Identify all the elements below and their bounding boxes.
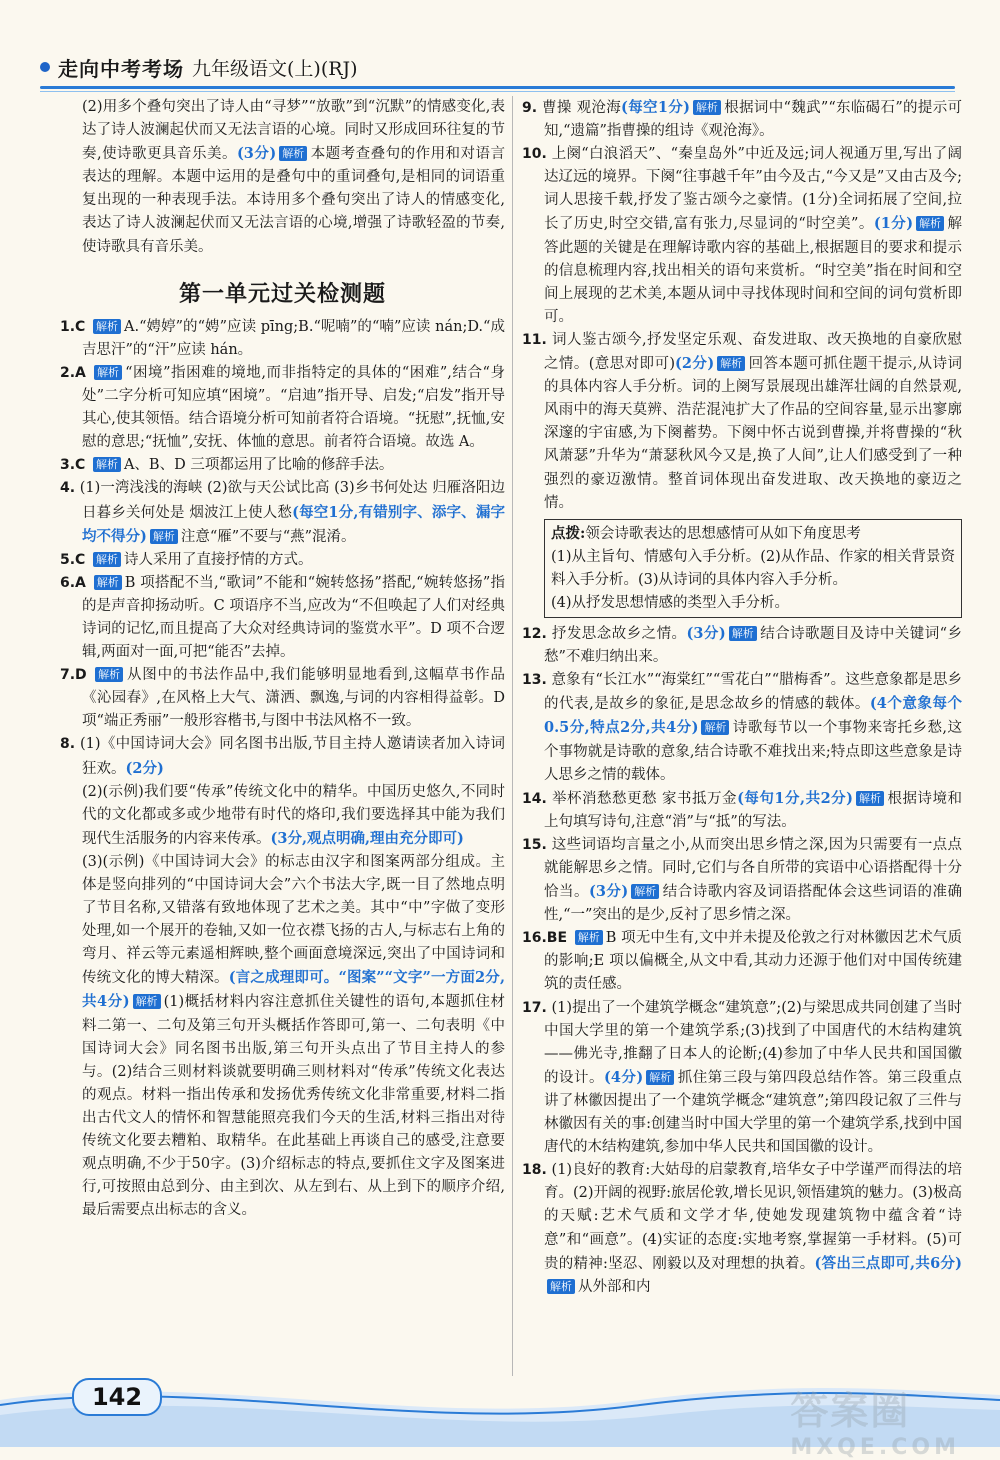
- subject-title: 九年级语文(上)(RJ): [192, 57, 358, 80]
- analysis-text: A、B、D 三项都运用了比喻的修辞手法。: [123, 457, 394, 474]
- analysis-badge: 解析: [94, 575, 122, 590]
- score-note: (3分): [686, 625, 726, 643]
- score-note: (每句1分,共2分): [737, 789, 854, 807]
- question-number: 17.: [522, 999, 547, 1016]
- question-item: [60, 733, 505, 780]
- analysis-text: 诗人采用了直接抒情的方式。: [123, 551, 313, 568]
- analysis-badge: 解析: [94, 365, 122, 380]
- analysis-text: 注意“雁”不要与“燕”混淆。: [180, 528, 356, 545]
- question-number: 4.: [60, 480, 76, 497]
- analysis-text: B 项无中生有,文中并未提及伦敦之行对林徽因艺术气质的影响;E 项以偏概全,从文中看,其动力还源于他们对中国传统建筑的责任感。: [544, 930, 963, 993]
- question-item: [522, 927, 962, 996]
- question-item: [60, 477, 505, 548]
- watermark-title: 答案圈: [790, 1389, 911, 1433]
- question-item: [60, 96, 505, 259]
- analysis-text: 结合诗歌题目及诗中关键词“乡愁”不难归纳出来。: [544, 626, 963, 666]
- question-item: [60, 781, 505, 851]
- question-number: 11.: [522, 331, 547, 348]
- analysis-badge: 解析: [631, 884, 659, 899]
- question-number: 15.: [522, 836, 547, 853]
- question-number: 3.C: [60, 457, 86, 474]
- tip-box: [544, 519, 962, 618]
- analysis-badge: 解析: [717, 356, 745, 371]
- answer-text: (1)良好的教育:大姑母的启蒙教育,培华女子中学谨严而得法的培育。(2)开阔的视野:旅居伦敦,增长见识,领悟建筑的魅力。(3)极高的天赋:艺术气质和文学才华,使她发现建筑物中蕴含着“诗意”和“画意”。(4)实证的态度:实地考察,掌握第一手材料。(5)可贵的精神:坚忍、刚毅以及对理想的执着。: [544, 1162, 962, 1272]
- question-item: [60, 572, 505, 664]
- question-number: 1.C: [60, 318, 86, 335]
- watermark-site: MXQE.COM: [790, 1435, 960, 1460]
- question-item: [522, 997, 962, 1160]
- analysis-badge: 解析: [856, 791, 884, 806]
- analysis-badge: 解析: [93, 457, 121, 472]
- tip-label: 点拨:: [551, 524, 586, 542]
- question-item: [522, 1159, 962, 1299]
- answer-text: 意象有“长江水”“海棠红”“雪花白”“腊梅香”。这些意象都是思乡的代表,是故乡的象征,是思念故乡的情感的载体。: [544, 672, 963, 713]
- question-item: [60, 549, 505, 572]
- question-item: [60, 316, 505, 362]
- score-note: (2分): [675, 355, 715, 373]
- answer-text: (1)一湾浅浅的海峡 (2)欲与天公试比高 (3)乡书何处达 归雁洛阳边 日暮乡关何处是 烟波江上使人愁: [79, 480, 505, 521]
- analysis-text: B 项搭配不当,“歌词”不能和“婉转悠扬”搭配,“婉转悠扬”指的是声音抑扬动听。C 项语序不当,应改为“不但唤起了人们对经典诗词的记忆,而且提高了大众对经典诗词的鉴赏水平”。D 项不合逻辑,两面对一面,可把“能否”去掉。: [82, 574, 506, 661]
- answer-text: 曹操 观沧海: [542, 100, 622, 116]
- left-column: [60, 96, 505, 1222]
- analysis-text: 根据诗境和上句填写诗句,注意“消”与“抵”的写法。: [544, 790, 963, 830]
- analysis-badge: 解析: [575, 930, 603, 945]
- answer-text: (1)《中国诗词大会》同名图书出版,节目主持人邀请读者加入诗词狂欢。: [79, 736, 506, 777]
- question-number: 5.C: [60, 551, 86, 568]
- analysis-text: “困境”指困难的境地,而非指特定的具体的“困难”,结合“身处”二字分析可知应填“困境”。“启迪”指开导、启发;“启发”指开导其心,使其领悟。结合语境分析可知前者符合语境。“抚慰”,抚恤,安慰的意思;“抚恤”,安抚、体恤的意思。前者符合语境。故选 A。: [82, 364, 506, 451]
- question-number: 18.: [522, 1162, 547, 1179]
- analysis-text: 根据词中“魏武”“东临碣石”的提示可知,“遗篇”指曹操的组诗《观沧海》。: [544, 100, 963, 140]
- score-note: (1分): [873, 215, 914, 233]
- score-note: (答出三点即可,共6分): [814, 1254, 963, 1272]
- question-number: 8.: [60, 736, 76, 753]
- analysis-badge: 解析: [646, 1070, 674, 1085]
- column-divider: [512, 96, 513, 1376]
- series-title: 走向中考考场: [58, 56, 184, 81]
- answer-text: 这些词语均言量之小,从而突出思乡情之深,因为只需要有一点点就能解思乡之情。同时,它们与各自所带的宾语中心语搭配得十分恰当。: [544, 836, 963, 901]
- tip-line: (4)从抒发思想情感的类型入手分析。: [551, 594, 790, 611]
- analysis-text: 从图中的书法作品中,我们能够明显地看到,这幅草书作品《沁园春》,在风格上大气、潇洒、飘逸,与词的内容相得益彰。D 项“端正秀丽”一般形容楷书,与图中书法风格不一致。: [82, 667, 506, 730]
- score-note: (3分): [236, 145, 277, 163]
- analysis-badge: 解析: [916, 216, 944, 231]
- question-item: [522, 96, 962, 143]
- question-item: [60, 664, 505, 733]
- question-number: 6.A: [60, 574, 86, 591]
- section-title: 第一单元过关检测题: [178, 281, 386, 307]
- question-item: [522, 329, 962, 515]
- analysis-text: 解答此题的关键是在理解诗歌内容的基础上,根据题目的要求和提示的信息梳理内容,找出相关的语句来赏析。“时空美”指在时间和空间上展现的艺术美,本题从词中寻找体现时间和空间的词句赏析即可。: [544, 216, 963, 325]
- score-note: (4个意象每个0.5分,特点2分,共4分): [544, 695, 963, 737]
- question-item: [522, 669, 962, 786]
- page-number: 142: [72, 1378, 162, 1416]
- analysis-badge: 解析: [729, 626, 757, 641]
- score-note: (4分): [603, 1068, 644, 1086]
- analysis-text: 结合诗歌内容及词语搭配体会这些词语的准确性,“一”突出的是少,反衬了思乡情之深。: [544, 884, 963, 924]
- score-note: (3分): [588, 883, 629, 901]
- answer-text: (1)提出了一个建筑学概念“建筑意”;(2)与梁思成共同创建了当时中国大学里的第一个建筑学系;(3)找到了中国唐代的木结构建筑——佛光寺,推翻了日本人的论断;(4)参加了中华人民共和国国徽的设计。: [544, 999, 963, 1086]
- analysis-badge: 解析: [133, 994, 161, 1009]
- analysis-badge: 解析: [95, 667, 123, 682]
- right-column: [522, 96, 962, 1299]
- question-number: 13.: [522, 672, 547, 689]
- question-item: [522, 787, 962, 834]
- analysis-text: A.“娉婷”的“娉”应读 pīng;B.“呢喃”的“喃”应读 nán;D.“成吉思汗”的“汗”应读 hán。: [82, 318, 505, 358]
- analysis-text: 从外部和内: [578, 1278, 651, 1295]
- analysis-badge: 解析: [93, 319, 121, 334]
- analysis-text: 本题考查叠句的作用和对语言表达的理解。本题中运用的是叠句中的重词叠句,是相同的词语重复出现的一种表现手法。本诗用多个叠句突出了诗人的情感变化,表达了诗人波澜起伏而又无法言语的心境,增强了诗歌轻盈的节奏,使诗歌具有音乐美。: [82, 146, 506, 255]
- question-number: 14.: [522, 790, 547, 807]
- question-item: [60, 454, 505, 477]
- question-number: 2.A: [60, 364, 86, 381]
- header-dot-icon: [40, 62, 50, 72]
- analysis-badge: 解析: [93, 552, 121, 567]
- question-number: 16.BE: [522, 930, 568, 947]
- answer-text: 上阕“白浪滔天”、“秦皇岛外”中近及远;词人视通万里,写出了阔达辽远的境界。下阕“往事越千年”由今及古,“今又是”又由古及今;词人思接千载,抒发了鉴古颂今之豪情。(1分)全词拓展了空间,拉长了历史,时空交错,富有张力,尽显词的“时空美”。: [544, 146, 962, 233]
- analysis-text: 抓住第三段与第四段总结作答。第三段重点讲了林徽因提出了一个建筑学概念“建筑意”;第四段记叙了三件与林徽因有关的事:创建当时中国大学里的第一个建筑学系,找到中国唐代的木结构建筑,参加中华人民共和国国徽的设计。: [544, 1069, 963, 1156]
- question-item: [60, 362, 505, 454]
- question-number: 9.: [522, 100, 538, 116]
- page-header: [40, 52, 358, 82]
- header-rule: [40, 86, 955, 89]
- analysis-text: 回答本题可抓住题干提示,从诗词的具体内容人手分析。词的上阕写景展现出雄浑壮阔的自然景观,风雨中的海天莫辨、浩茫混沌扩大了作品的空间容量,显示出寥廓深邃的宇宙感,为下阕蓄势。下阕中怀古说到曹操,并将曹操的“秋风萧瑟”升华为“萧瑟秋风今又是,换了人间”,让人们感受到了一种强烈的豪迈激情。整首词体现出奋发进取、改天换地的豪迈之情。: [544, 356, 962, 511]
- answer-text: (2)(示例)我们要“传承”传统文化中的精华。中国历史悠久,不同时代的文化都或多或少地带有时代的烙印,我们要选择其中能为我们现代生活服务的内容来传承。: [82, 783, 505, 847]
- question-number: 7.D: [60, 667, 87, 684]
- question-item: [522, 143, 962, 329]
- question-number: 10.: [522, 146, 547, 163]
- question-item: [60, 851, 505, 1223]
- analysis-text: 诗歌每节以一个事物来寄托乡愁,这个事物就是诗歌的意象,结合诗歌不难找出来;特点即这些意象是诗人思乡之情的载体。: [544, 720, 962, 783]
- score-note: (每空1分): [621, 99, 690, 116]
- tip-line: (1)从主旨句、情感句入手分析。(2)从作品、作家的相关背景资料入手分析。(3)从诗词的具体内容入手分析。: [551, 548, 955, 588]
- watermark-logo: [790, 1380, 960, 1460]
- answer-text: (3)(示例)《中国诗词大会》的标志由汉字和图案两部分组成。主体是竖向排列的“中国诗词大会”六个书法大字,既一目了然地点明了节目名称,又错落有致地体现了艺术之美。其中“中”字做了变形处理,如一个展开的卷轴,又如一位衣襟飞扬的古人,与标志右上角的弯月、祥云等元素遥相辉映,整个画面意境深远,突出了中国诗词和传统文化的博大精深。: [82, 853, 505, 987]
- answer-text: 抒发思念故乡之情。: [551, 626, 687, 643]
- analysis-badge: 解析: [150, 529, 178, 544]
- question-number: 12.: [522, 626, 547, 643]
- header-rule-thin: [40, 91, 955, 92]
- analysis-badge: 解析: [547, 1279, 575, 1294]
- analysis-badge: 解析: [279, 146, 307, 161]
- answer-text: 词人鉴古颂今,抒发坚定乐观、奋发进取、改天换地的自豪欣慰之情。(意思对即可): [544, 331, 963, 373]
- analysis-text: (1)概括材料内容注意抓住关键性的语句,本题抓住材料二第一、二句及第三句开头概括作答即可,第一、二句表明《中国诗词大会》同名图书出版,第三句开头点出了节目主持人的参与。(2)结合三则材料谈就要明确三则材料对“传承”传统文化表达的观点。材料一指出传承和发扬优秀传统文化非常重要,材料二指出古代文人的情怀和智慧能照亮我们今天的生活,材料三指出对待传统文化要去糟粕、取精华。在此基础上再谈自己的感受,注意要观点明确,不少于50字。(3)介绍标志的特点,要抓住文字及图案进行,可按照由总到分、由主到次、从左到右、从上到下的顺序介绍,最后需要点出标志的含义。: [82, 994, 505, 1219]
- answer-text: (2)用多个叠句突出了诗人由“寻梦”“放歌”到“沉默”的情感变化,表达了诗人波澜起伏而又无法言语的心境。同时又形成回环往复的节奏,使诗歌更具音乐美。: [82, 99, 505, 163]
- question-item: [522, 622, 962, 669]
- score-note: (言之成理即可。“图案”“文字”一方面2分,共4分): [82, 969, 506, 1011]
- tip-line: 领会诗歌表达的思想感情可从如下角度思考: [585, 525, 861, 542]
- score-note: (2分): [125, 759, 164, 777]
- score-note: (每空1分,有错别字、添字、漏字均不得分): [82, 503, 506, 545]
- answer-text: 举杯消愁愁更愁 家书抵万金: [551, 790, 738, 807]
- question-item: [522, 834, 962, 927]
- score-note: (3分,观点明确,理由充分即可): [270, 829, 464, 847]
- analysis-badge: 解析: [693, 100, 721, 115]
- analysis-badge: 解析: [701, 720, 729, 735]
